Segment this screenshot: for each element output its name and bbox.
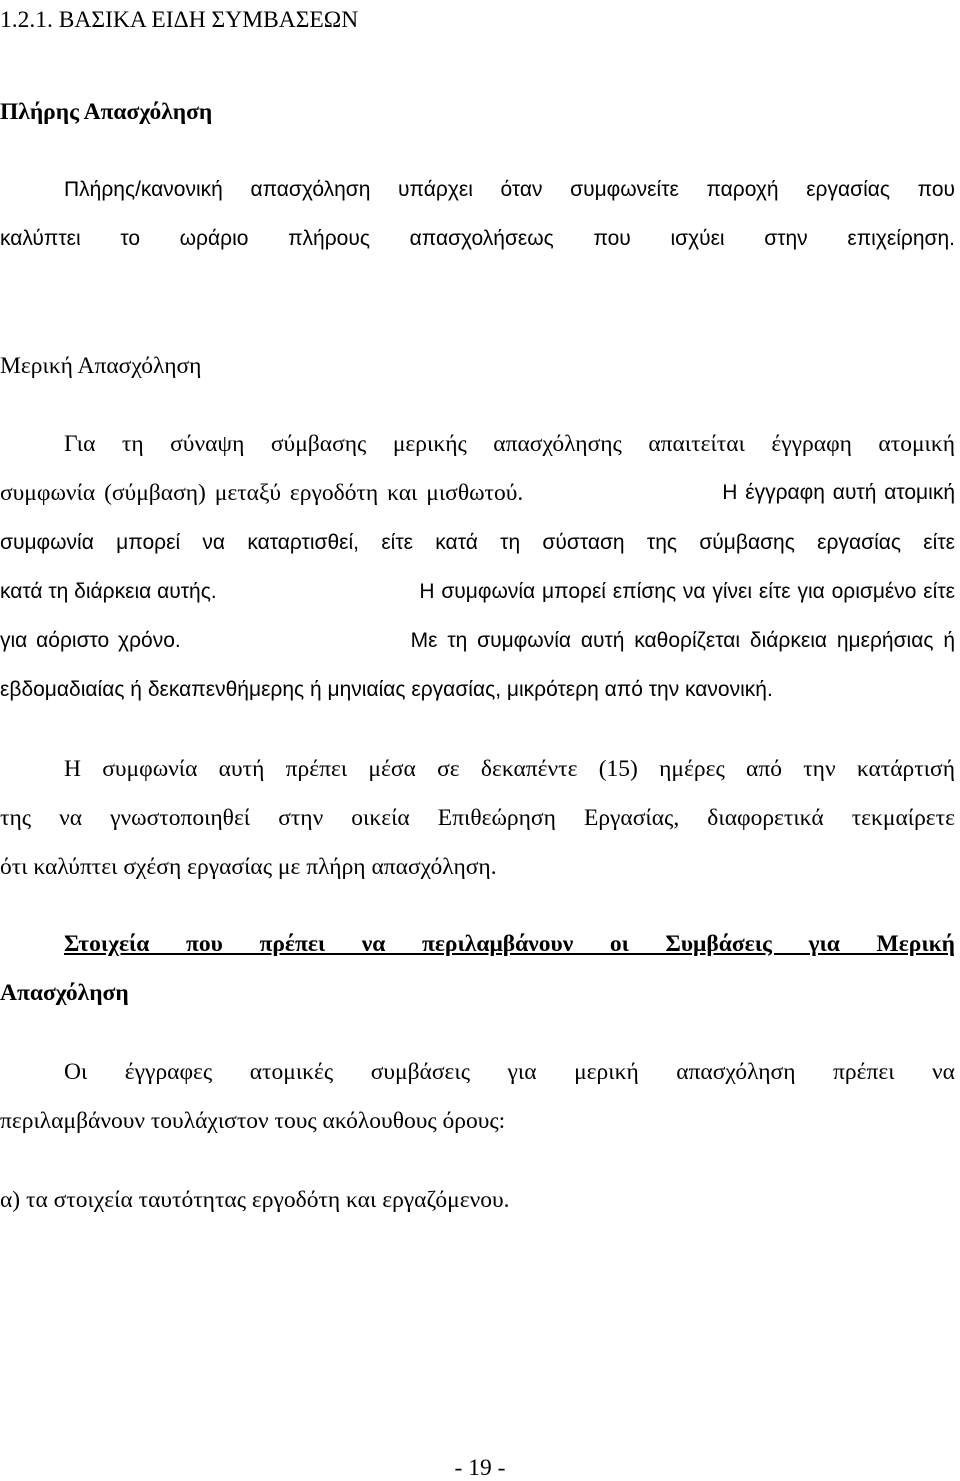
part-time-para2-line-1: Η συμφωνία αυτή πρέπει μέσα σε δεκαπέντε (15) ημέρες από την κατάρτισή (64, 756, 955, 782)
part-time-line-4-sans: κατά τη διάρκεια αυτής. (0, 580, 217, 603)
part-time-title: Μερική Απασχόληση (0, 353, 202, 379)
elements-intro-line-1: Οι έγγραφες ατομικές συμβάσεις για μερική απασχόληση πρέπει να (64, 1059, 955, 1085)
part-time-line-5-start: για αόριστο χρόνο. (0, 629, 181, 652)
full-time-line-1: Πλήρης/κανονική απασχόληση υπάρχει όταν συμφωνείτε παροχή εργασίας που (64, 178, 955, 201)
section-heading: 1.2.1. ΒΑΣΙΚΑ ΕΙΔΗ ΣΥΜΒΑΣΕΩΝ (0, 7, 359, 33)
part-time-line-5-rest: Με τη συμφωνία αυτή καθορίζεται διάρκεια ημερήσιας ή (410, 629, 955, 652)
part-time-line-2 (0, 481, 955, 505)
elements-title-line-2: Απασχόληση (0, 980, 129, 1006)
part-time-line-3: συμφωνία μπορεί να καταρτισθεί, είτε κατά τη σύσταση της σύμβασης εργασίας είτε (0, 531, 955, 554)
elements-title-line-1: Στοιχεία που πρέπει να περιλαμβάνουν οι Συμβάσεις για Μερική (64, 931, 955, 957)
part-time-para2-line-2: της να γνωστοποιηθεί στην οικεία Επιθεώρηση Εργασίας, διαφορετικά τεκμαίρετε (0, 805, 955, 831)
elements-item-a: α) τα στοιχεία ταυτότητας εργοδότη και εργαζόμενου. (0, 1187, 510, 1213)
page-number: - 19 - (454, 1455, 506, 1481)
part-time-line-4-rest: Η συμφωνία μπορεί επίσης να γίνει είτε για ορισμένο είτε (419, 580, 955, 603)
part-time-line-2-sans: Η έγγραφη αυτή ατομική (722, 481, 955, 504)
part-time-line-5 (0, 629, 955, 653)
part-time-line-1: Για τη σύναψη σύμβασης μερικής απασχόλησης απαιτείται έγγραφη ατομική (64, 431, 955, 457)
elements-intro-line-2: περιλαμβάνουν τουλάχιστον τους ακόλουθους όρους: (0, 1108, 506, 1134)
full-time-title: Πλήρης Απασχόληση (0, 99, 213, 125)
part-time-line-6: εβδομαδιαίας ή δεκαπενθήμερης ή μηνιαίας εργασίας, μικρότερη από την κανονική. (0, 678, 773, 701)
full-time-line-2: καλύπτει το ωράριο πλήρους απασχολήσεως που ισχύει στην επιχείρηση. (0, 227, 955, 250)
part-time-para2-line-3: ότι καλύπτει σχέση εργασίας με πλήρη απασχόληση. (0, 854, 497, 880)
part-time-line-4 (0, 580, 955, 604)
part-time-line-2-serif: συμφωνία (σύμβαση) μεταξύ εργοδότη και μισθωτού. (0, 480, 524, 506)
